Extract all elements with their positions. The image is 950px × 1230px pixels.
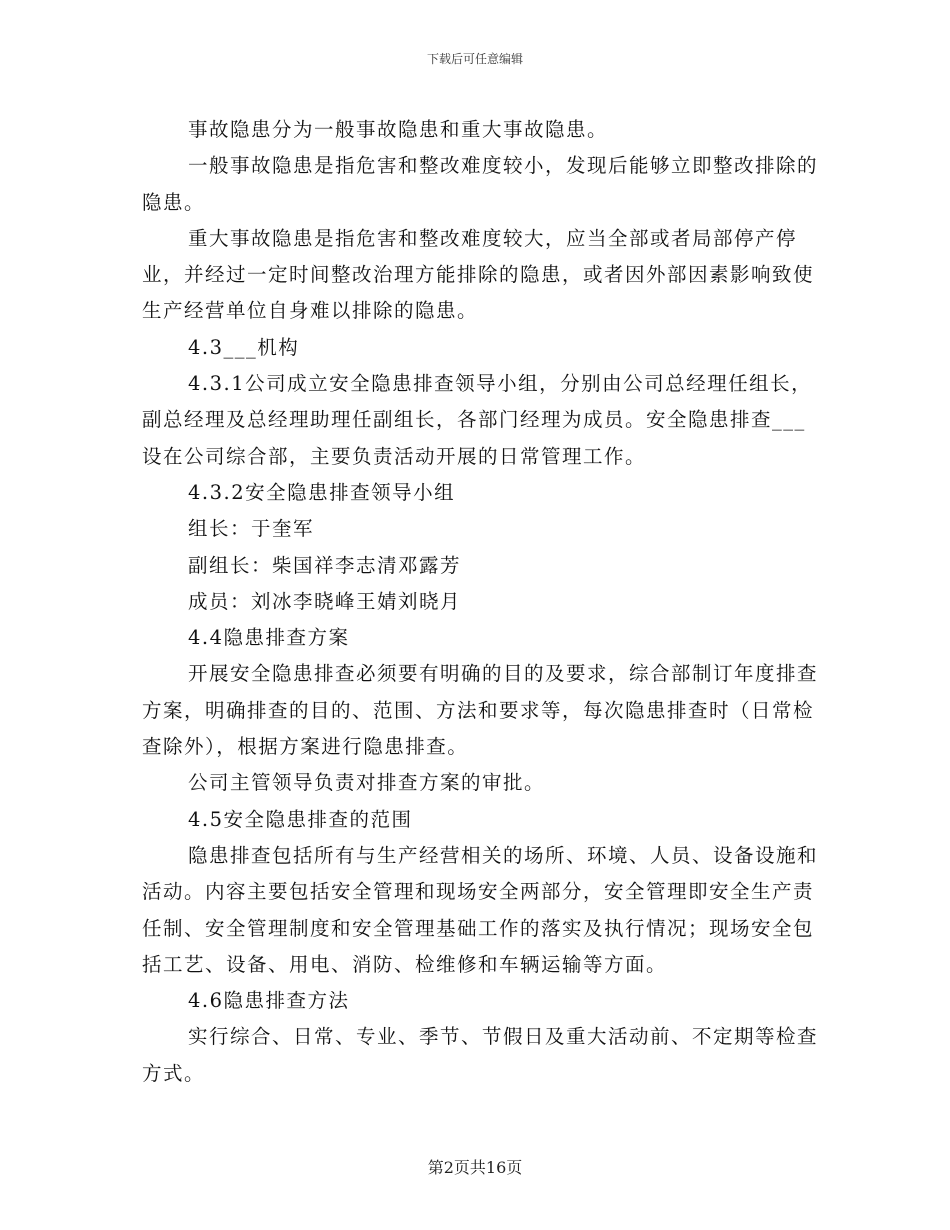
paragraph: 开展安全隐患排查必须要有明确的目的及要求，综合部制订年度排查方案，明确排查的目的、范围、方法和要求等，每次隐患排查时（日常检查除外），根据方案进行隐患排查。 — [142, 662, 819, 759]
document-body — [142, 112, 822, 1092]
paragraph: 事故隐患分为一般事故隐患和重大事故隐患。 — [188, 118, 609, 141]
paragraph: 公司主管领导负责对排查方案的审批。 — [188, 771, 546, 795]
paragraph: 4.3.1公司成立安全隐患排查领导小组，分别由公司总经理任组长，副总经理及总经理助理任副组长，各部门经理为成员。安全隐患排查___设在公司综合部，主要负责活动开展的日常管理工作。 — [142, 372, 813, 468]
section-heading: 4.3___机构 — [188, 335, 300, 359]
section-heading: 4.3.2安全隐患排查领导小组 — [188, 480, 456, 504]
paragraph: 隐患排查包括所有与生产经营相关的场所、环境、人员、设备设施和活动。内容主要包括安全管理和现场安全两部分，安全管理即安全生产责任制、安全管理制度和安全管理基础工作的落实及执行情况；现场安全包括工艺、设备、用电、消防、检维修和车辆运输等方面。 — [142, 843, 819, 976]
member-line: 成员：刘冰李晓峰王婧刘晓月 — [188, 589, 462, 613]
paragraph: 重大事故隐患是指危害和整改难度较大，应当全部或者局部停产停业，并经过一定时间整改治理方能排除的隐患，或者因外部因素影响致使生产经营单位自身难以排除的隐患。 — [142, 226, 815, 323]
paragraph: 实行综合、日常、专业、季节、节假日及重大活动前、不定期等检查方式。 — [142, 1025, 819, 1085]
page-header-note: 下载后可任意编辑 — [426, 52, 523, 66]
member-line: 副组长：柴国祥李志清邓露芳 — [188, 553, 462, 577]
member-line: 组长：于奎军 — [188, 517, 315, 541]
section-heading: 4.4隐患排查方案 — [188, 626, 350, 650]
section-heading: 4.5安全隐患排查的范围 — [188, 807, 413, 831]
page-number: 第2页共16页 — [427, 1158, 523, 1177]
section-heading: 4.6隐患排查方法 — [188, 989, 350, 1013]
paragraph: 一般事故隐患是指危害和整改难度较小，发现后能够立即整改排除的隐患。 — [142, 154, 819, 214]
